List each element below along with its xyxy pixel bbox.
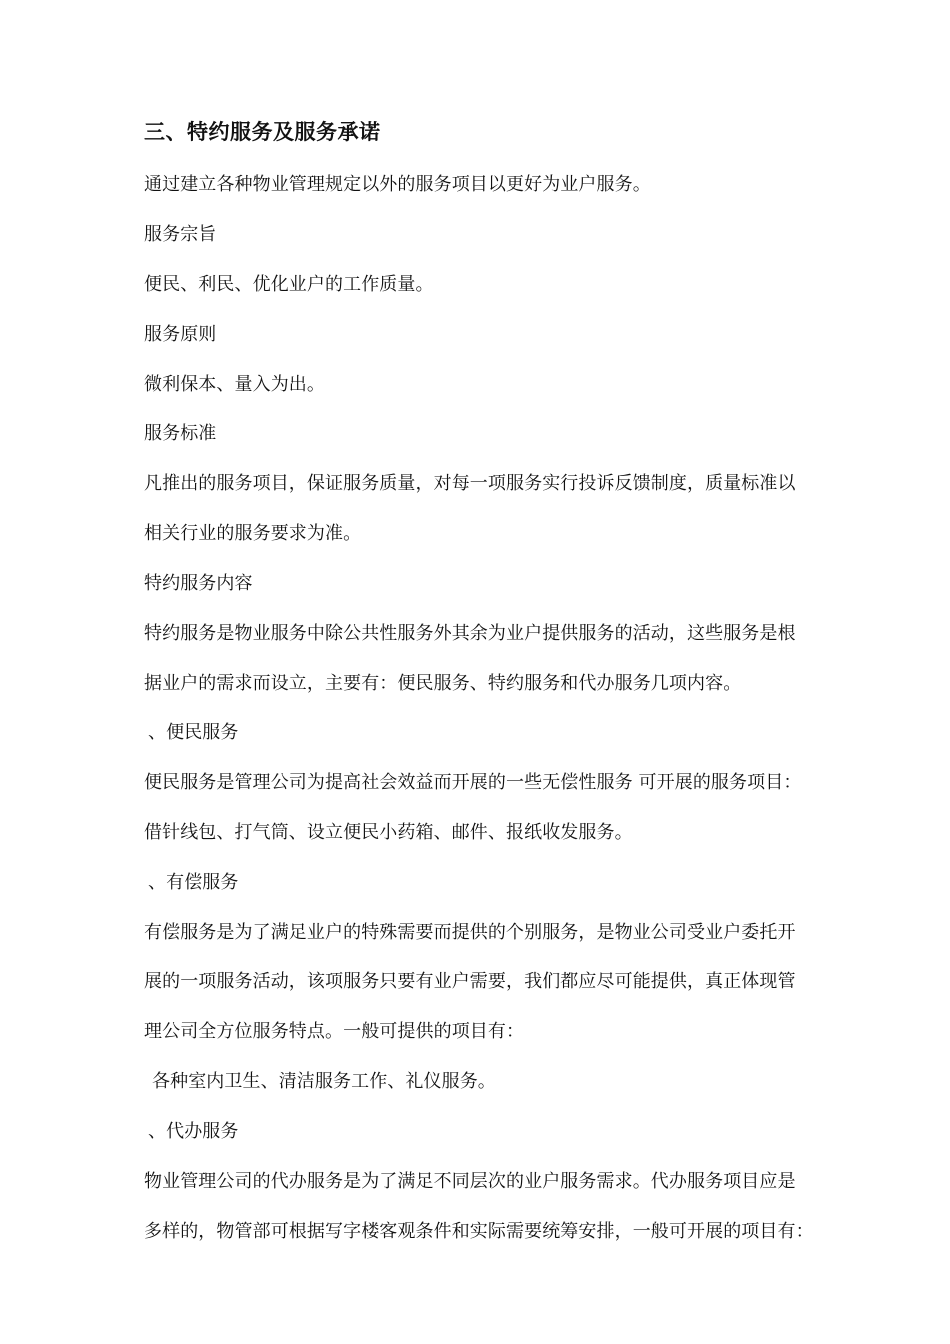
subheading-service-standard: 服务标准 — [144, 423, 217, 444]
paragraph-line: 微利保本、量入为出。 — [144, 374, 325, 395]
paragraph-line: 借针线包、打气筒、设立便民小药箱、邮件、报纸收发服务。 — [144, 822, 633, 843]
paragraph-line: 通过建立各种物业管理规定以外的服务项目以更好为业户服务。 — [144, 174, 651, 195]
subheading-service-purpose: 服务宗旨 — [144, 224, 217, 245]
paragraph-line: 相关行业的服务要求为准。 — [144, 523, 362, 544]
subheading-service-principle: 服务原则 — [144, 324, 217, 345]
section-heading: 三、特约服务及服务承诺 — [144, 120, 381, 144]
paragraph-line: 理公司全方位服务特点。一般可提供的项目有： — [144, 1021, 525, 1042]
subheading-special-service-content: 特约服务内容 — [144, 573, 253, 594]
paragraph-line: 各种室内卫生、清洁服务工作、礼仪服务。 — [152, 1071, 496, 1092]
subheading-agency-service: 、代办服务 — [148, 1121, 239, 1142]
paragraph-line: 物业管理公司的代办服务是为了满足不同层次的业户服务需求。代办服务项目应是 — [144, 1171, 796, 1192]
subheading-convenience-service: 、便民服务 — [148, 722, 239, 743]
paragraph-line: 凡推出的服务项目，保证服务质量，对每一项服务实行投诉反馈制度，质量标准以 — [144, 473, 796, 494]
paragraph-line: 便民、利民、优化业户的工作质量。 — [144, 274, 434, 295]
paragraph-line: 有偿服务是为了满足业户的特殊需要而提供的个别服务，是物业公司受业户委托开 — [144, 922, 796, 943]
subheading-paid-service: 、有偿服务 — [148, 872, 239, 893]
paragraph-line: 展的一项服务活动，该项服务只要有业户需要，我们都应尽可能提供，真正体现管 — [144, 971, 796, 992]
paragraph-line: 据业户的需求而设立，主要有：便民服务、特约服务和代办服务几项内容。 — [144, 673, 742, 694]
paragraph-line: 多样的，物管部可根据写字楼客观条件和实际需要统筹安排，一般可开展的项目有： — [144, 1221, 814, 1242]
paragraph-line: 特约服务是物业服务中除公共性服务外其余为业户提供服务的活动，这些服务是根 — [144, 623, 796, 644]
paragraph-line: 便民服务是管理公司为提高社会效益而开展的一些无偿性服务 可开展的服务项目： — [144, 772, 802, 793]
